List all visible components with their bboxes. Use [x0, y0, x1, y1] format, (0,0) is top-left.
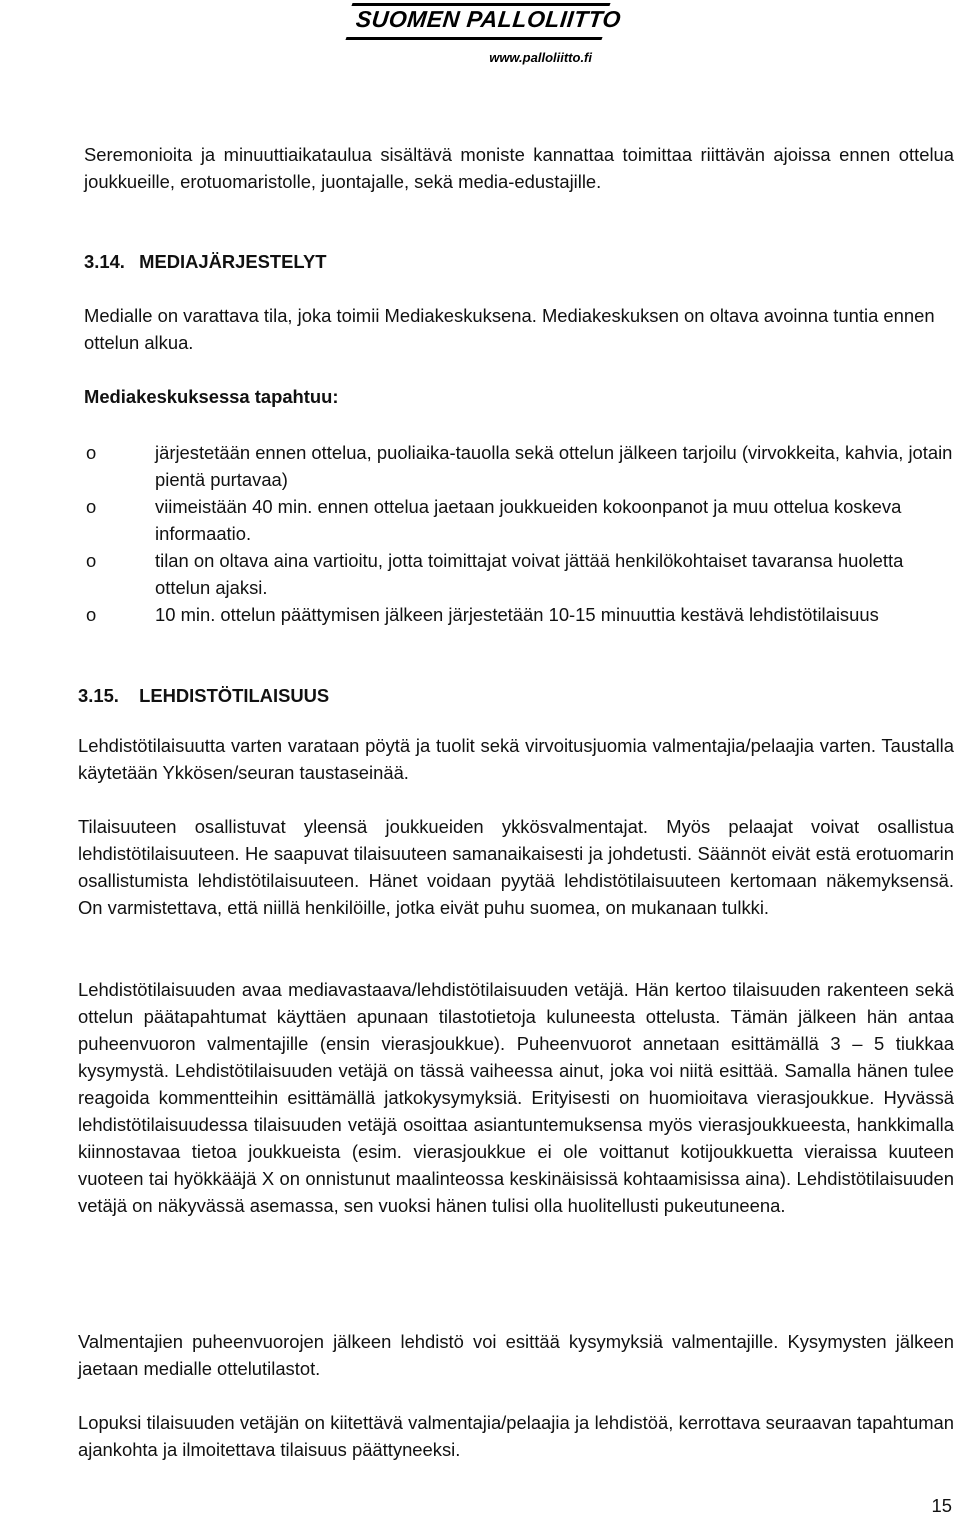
list-item-text: järjestetään ennen ottelua, puoliaika-tauolla sekä ottelun jälkeen tarjoilu (virvokkeita, kahvia, jotain pientä purtavaa) — [155, 442, 953, 490]
section-number: 3.14. — [84, 251, 125, 272]
section-heading-3-14 — [84, 248, 326, 275]
bullet-mark: o — [86, 604, 97, 625]
section-title: LEHDISTÖTILAISUUS — [139, 685, 330, 706]
section-number: 3.15. — [78, 685, 119, 706]
logo-bottom-stripe — [345, 37, 602, 40]
media-center-subheading: Mediakeskuksessa tapahtuu: — [84, 386, 339, 407]
press-paragraph-2: Tilaisuuteen osallistuvat yleensä joukkueiden ykkösvalmentajat. Myös pelaajat voivat osallistua lehdistötilaisuuteen. He saapuvat tilaisuuteen samanaikaisesti ja johdetusti. Säännöt eivät estä erotuomarin osallistumista lehdistötilaisuuteen. Hänet voidaan pyytää lehdistötilaisuuteen kertomaan näkemyksensä. On varmistettava, että niillä henkilöille, jotka eivät puhu suomea, on mukanaan tulkki. — [78, 816, 954, 918]
bullet-mark: o — [86, 496, 97, 517]
page-number: 15 — [931, 1495, 952, 1516]
list-item-text: tilan on oltava aina vartioitu, jotta toimittajat voivat jättää henkilökohtaiset tavaransa huoletta ottelun ajaksi. — [155, 550, 904, 598]
header-url: www.palloliitto.fi — [489, 50, 592, 65]
intro-paragraph: Seremonioita ja minuuttiaikataulua sisältävä moniste kannattaa toimittaa riittävän ajoissa ennen ottelua joukkueille, erotuomaristolle, juontajalle, sekä media-edustajille. — [84, 144, 954, 192]
suomen-palloliitto-logo — [346, 2, 623, 70]
press-paragraph-3: Lehdistötilaisuuden avaa mediavastaava/lehdistötilaisuuden vetäjä. Hän kertoo tilaisuuden rakenteen sekä ottelun päätapahtumat käyttäen apunaan tilastotietoja kuluneesta ottelusta. Tämän jälkeen hän antaa puheenvuoron valmentajille (ensin vierasjoukkue). Puheenvuorot annetaan esittämällä 3 – 5 tiukkaa kysymystä. Lehdistötilaisuuden vetäjä on tässä vaiheessa ainut, joka voi niitä esittää. Samalla hänen tulee reagoida kommentteihin esittämällä jatkokysymyksiä. Erityisesti on huomioitava vierasjoukkue. Hyvässä lehdistötilaisuudessa tilaisuuden vetäjä osoittaa asiantuntemuksensa myös vierasjoukkueesta, hankkimalla kiinnostavaa tietoa joukkueista (esim. vierasjoukkue ei ole voittanut kotijoukkuetta vieraissa kuuteen vuoteen tai hyökkääjä X on onnistunut maalinteossa keskinäisissä kohtaamisissa aina). Lehdistötilaisuuden vetäjä on näkyvässä asemassa, sen vuoksi hänen tulisi olla huolitellusti pukeutuneena. — [78, 979, 954, 1216]
list-item-text: 10 min. ottelun päättymisen jälkeen järjestetään 10-15 minuuttia kestävä lehdistötilaisuus — [155, 604, 879, 625]
media-paragraph: Medialle on varattava tila, joka toimii Mediakeskuksena. Mediakeskuksen on oltava avoinna tuntia ennen ottelun alkua. — [84, 305, 935, 353]
press-paragraph-5: Lopuksi tilaisuuden vetäjän on kiitettävä valmentajia/pelaajia ja lehdistöä, kerrottava seuraavan tapahtuman ajankohta ja ilmoitettava tilaisuus päättyneeksi. — [78, 1412, 954, 1460]
press-paragraph-4: Valmentajien puheenvuorojen jälkeen lehdistö voi esittää kysymyksiä valmentajille. Kysymysten jälkeen jaetaan medialle ottelutilastot. — [78, 1331, 954, 1379]
press-paragraph-1: Lehdistötilaisuutta varten varataan pöytä ja tuolit sekä virvoitusjuomia valmentajia/pelaajia varten. Taustalla käytetään Ykkösen/seuran taustaseinää. — [78, 735, 954, 783]
list-item-text: viimeistään 40 min. ennen ottelua jaetaan joukkueiden kokoonpanot ja muu ottelua koskeva informaatio. — [155, 496, 902, 544]
section-heading-3-15 — [78, 682, 329, 709]
bullet-mark: o — [86, 550, 97, 571]
section-title: MEDIAJÄRJESTELYT — [139, 251, 327, 272]
logo-text: SUOMEN PALLOLIITTO — [354, 6, 623, 32]
bullet-mark: o — [86, 442, 97, 463]
